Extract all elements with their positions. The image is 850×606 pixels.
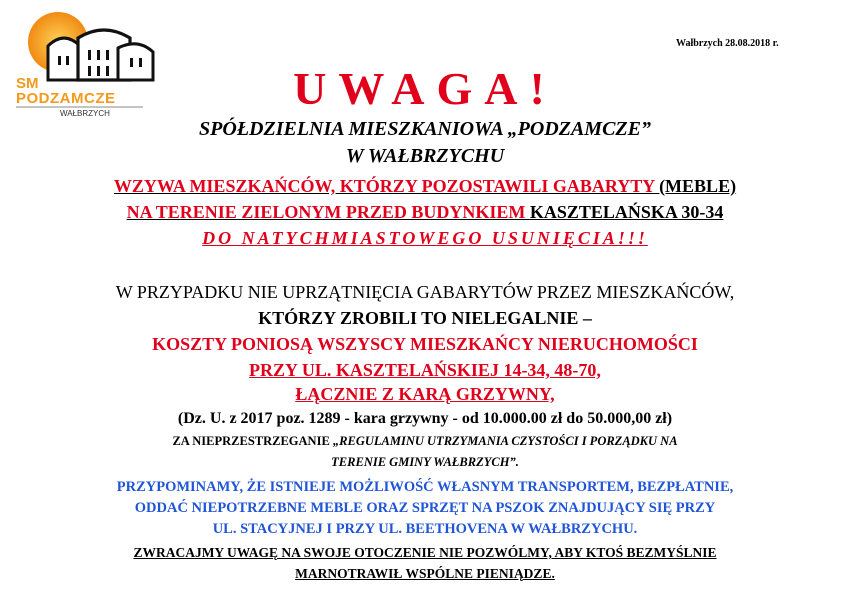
consequence-line6: (Dz. U. z 2017 poz. 1289 - kara grzywny - od 10.000.00 zł do 50.000,00 zł) xyxy=(177,410,673,427)
appeal-line1-black: (MEBLE) xyxy=(654,176,737,196)
consequence-line7-plain: ZA NIEPRZESTRZEGANIE xyxy=(172,434,333,448)
consequence-line4: PRZY UL. KASZTELAŃSKIEJ 14-34, 48-70, xyxy=(249,360,601,380)
appeal-line3: DO NATYCHMIASTOWEGO USUNIĘCIA!!! xyxy=(202,228,648,248)
reminder-line1: PRZYPOMINAMY, ŻE ISTNIEJE MOŻLIWOŚĆ WŁASNYM TRANSPORTEM, BEZPŁATNIE, xyxy=(116,479,734,495)
consequence-line3: KOSZTY PONIOSĄ WSZYSCY MIESZKAŃCY NIERUCHOMOŚCI xyxy=(152,334,698,354)
consequence-line2: KTÓRZY ZROBILI TO NIELEGALNIE – xyxy=(258,308,592,328)
logo-podzamcze: PODZAMCZE xyxy=(16,90,116,107)
org-name-line2: W WAŁBRZYCHU xyxy=(345,145,505,167)
footer-line1: ZWRACAJMY UWAGĘ NA SWOJE OTOCZENIE NIE POZWÓLMY, ABY KTOŚ BEZMYŚLNIE xyxy=(133,545,717,560)
appeal-line1-red: WZYWA MIESZKAŃCÓW, KTÓRZY POZOSTAWILI GABARYTY xyxy=(113,176,655,196)
logo-sm: SM xyxy=(16,75,39,92)
page-title: UWAGA! xyxy=(293,63,557,114)
reminder-line2: ODDAĆ NIEPOTRZEBNE MEBLE ORAZ SPRZĘT NA PSZOK ZNAJDUJĄCY SIĘ PRZY xyxy=(134,500,716,516)
consequence-line5: ŁĄCZNIE Z KARĄ GRZYWNY, xyxy=(295,384,555,404)
consequence-line8: TERENIE GMINY WAŁBRZYCH”. xyxy=(331,455,519,469)
logo-walbrzych: WAŁBRZYCH xyxy=(60,109,110,118)
appeal-line1 xyxy=(0,176,850,197)
footer-line2: MARNOTRAWIŁ WSPÓLNE PIENIĄDZE. xyxy=(295,566,555,581)
consequence-line7 xyxy=(0,434,850,449)
appeal-line2-black: KASZTELAŃSKA 30-34 xyxy=(529,202,724,222)
consequence-line1: W PRZYPADKU NIE UPRZĄTNIĘCIA GABARYTÓW PRZEZ MIESZKAŃCÓW, xyxy=(115,282,735,302)
org-name-line1: SPÓŁDZIELNIA MIESZKANIOWA „PODZAMCZE” xyxy=(199,118,651,140)
appeal-line2-red: NA TERENIE ZIELONYM PRZED BUDYNKIEM xyxy=(126,202,530,222)
appeal-line2 xyxy=(0,202,850,223)
reminder-line3: UL. STACYJNEJ I PRZY UL. BEETHOVENA W WAŁBRZYCHU. xyxy=(212,521,638,537)
consequence-line7-italic: „REGULAMINU UTRZYMANIA CZYSTOŚCI I PORZĄDKU NA xyxy=(332,434,678,448)
date: Wałbrzych 28.08.2018 r. xyxy=(676,38,779,49)
